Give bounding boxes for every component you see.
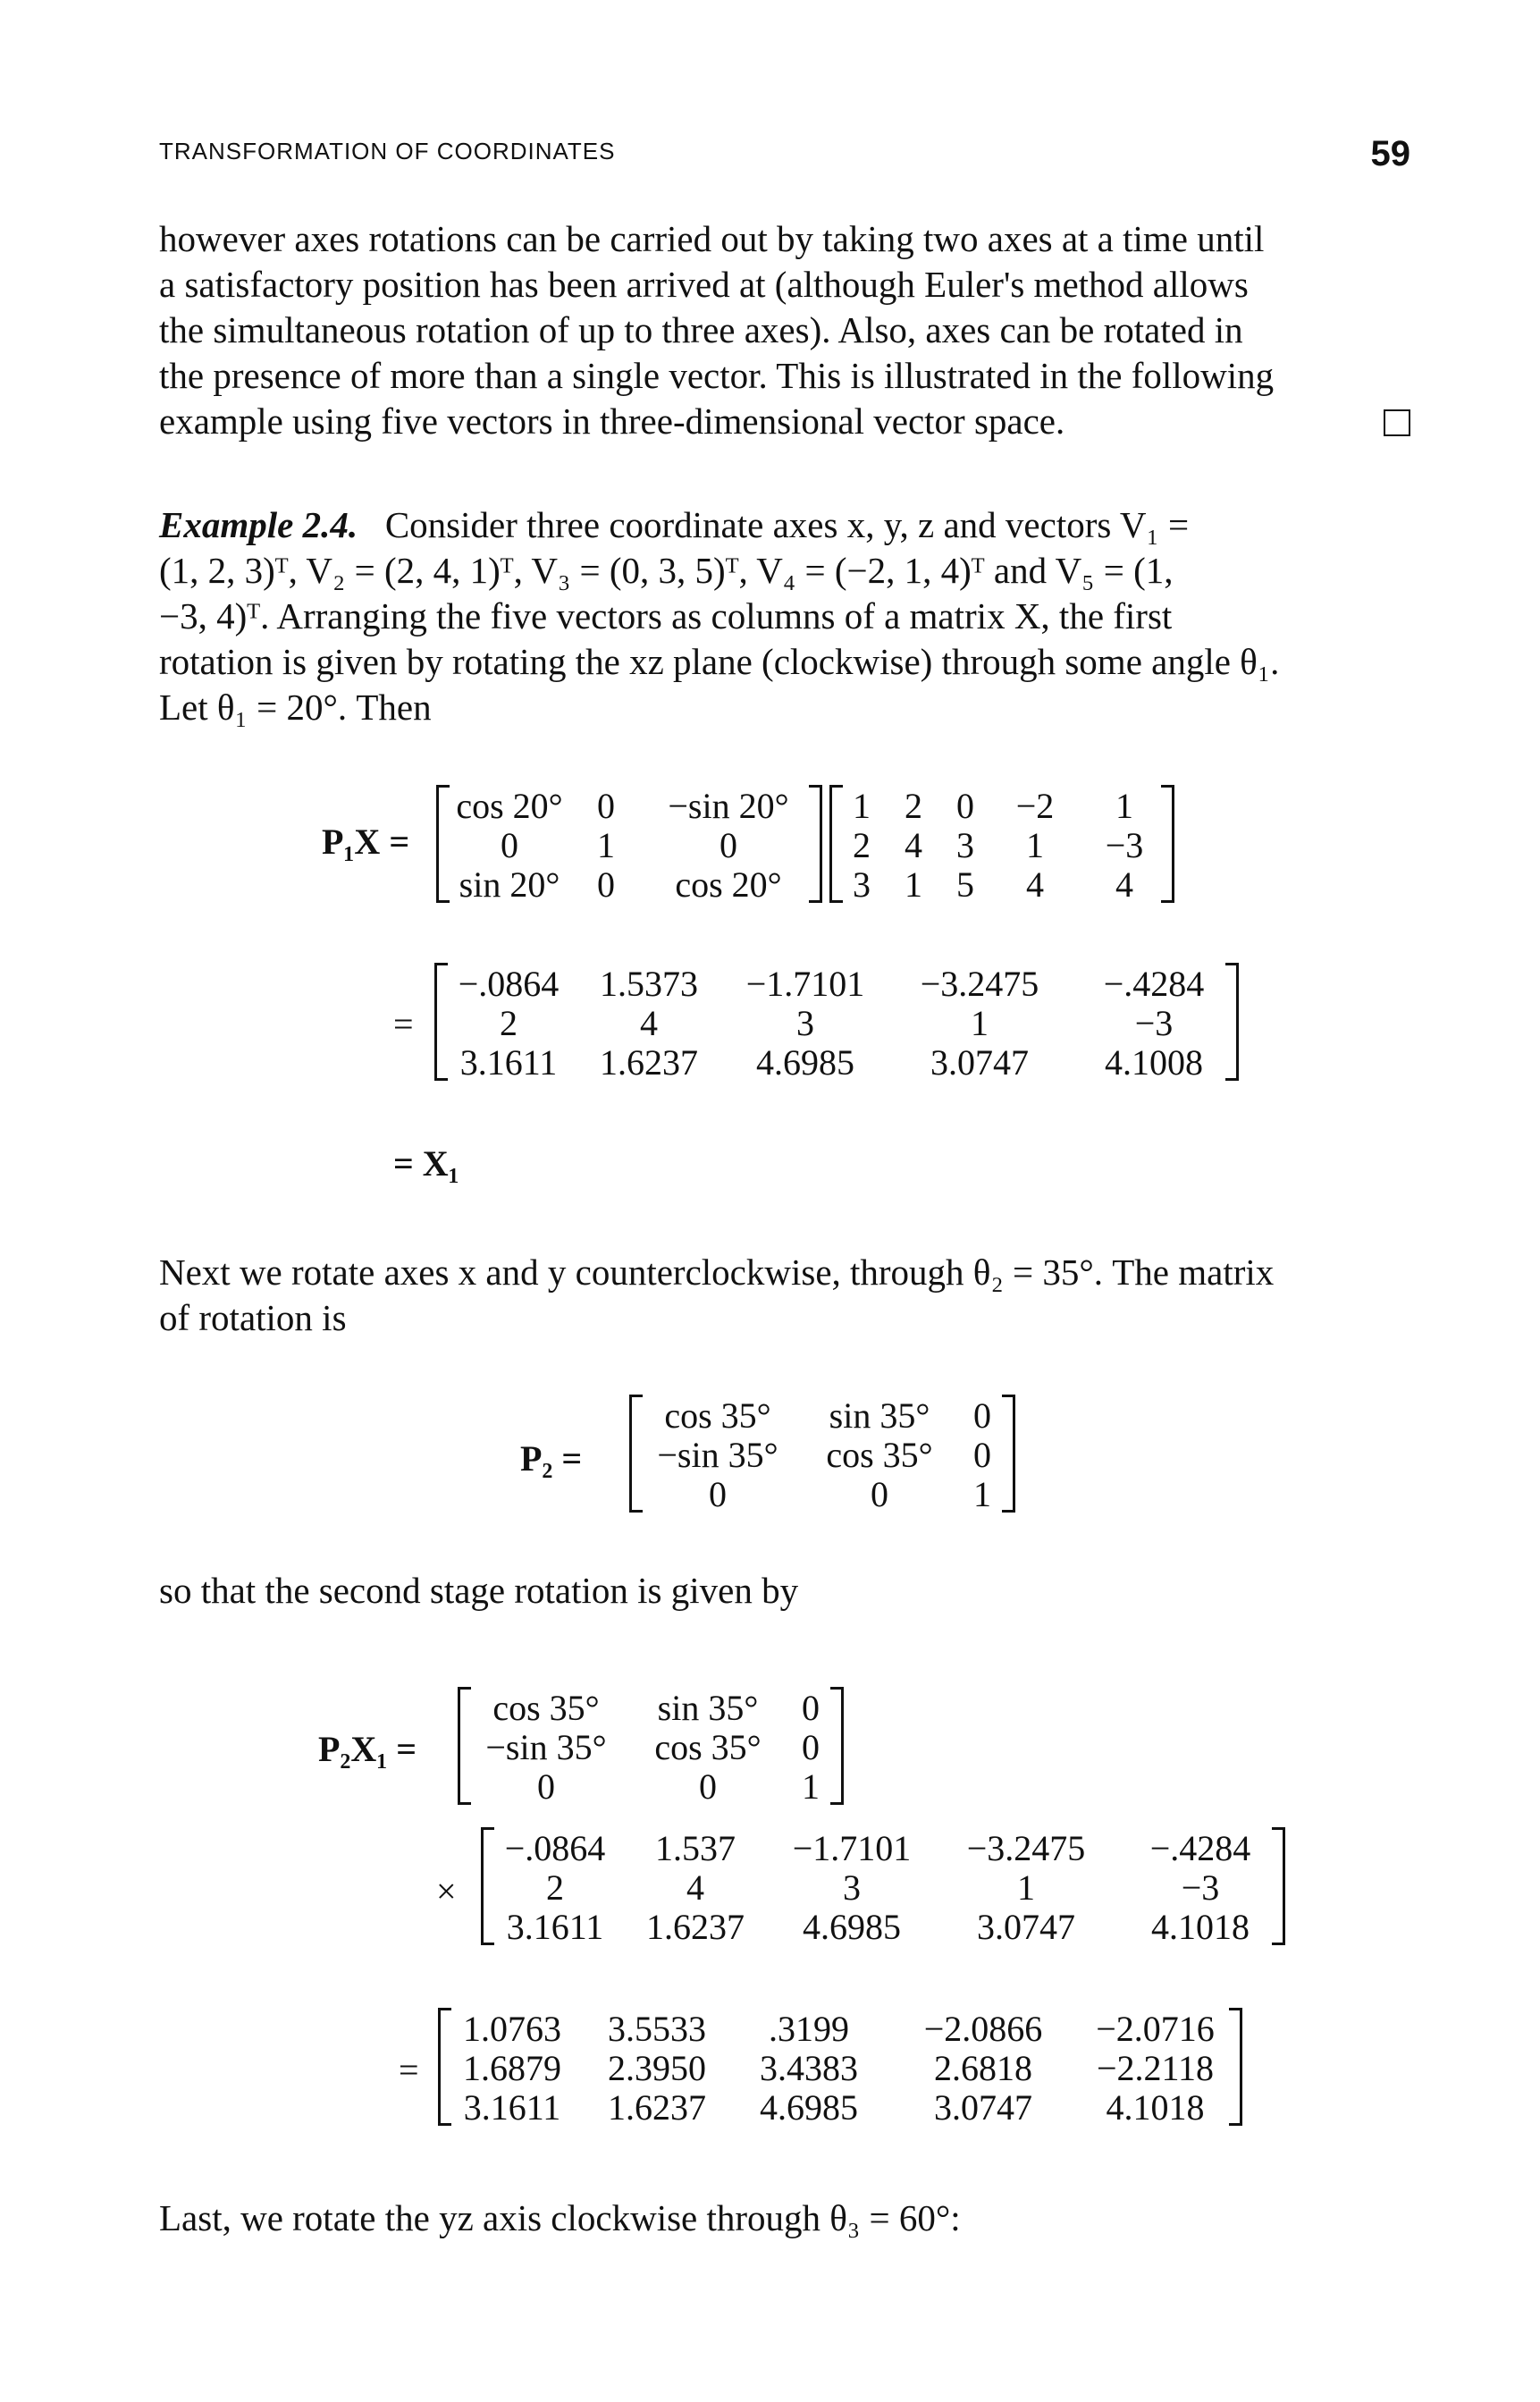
matrix-cell: 1.0763 (463, 2009, 561, 2049)
matrix-cell: −1.7101 (792, 1828, 912, 1868)
matrix-cell: 0 (537, 1766, 555, 1807)
matrix-cell: 0 (720, 825, 737, 865)
example-text: Consider three coordinate axes x, y, z and vectors V₁ = (384, 504, 1190, 545)
matrix-cell: sin 35° (657, 1688, 759, 1728)
matrix-cell: 1 (1017, 1867, 1035, 1908)
bracket-left (829, 785, 843, 903)
matrix-cell: 1.6237 (646, 1907, 745, 1947)
matrix-cell: 3.1611 (459, 1042, 558, 1083)
matrix-cell: 1 (971, 1003, 989, 1043)
matrix-cell: 4.1018 (1151, 1907, 1250, 1947)
example-line-4: rotation is given by rotating the xz plane (clockwise) through some angle θ₁. (159, 641, 1280, 682)
matrix-cell: 3.0747 (977, 1907, 1075, 1947)
example-label: Example 2.4. (159, 504, 358, 545)
eq1-lhs: P₁X = (322, 822, 410, 862)
matrix-cell: 1.6237 (600, 1042, 698, 1083)
matrix-cell: 3.1611 (506, 1907, 604, 1947)
matrix-cell: sin 35° (829, 1395, 930, 1436)
matrix-cell: 0 (802, 1688, 820, 1728)
matrix-cell: 2 (500, 1003, 518, 1043)
matrix-cell: −3 (1134, 1003, 1174, 1043)
example-line-3: −3, 4)ᵀ. Arranging the five vectors as columns of a matrix X, the first (159, 595, 1173, 636)
matrix-p2 (458, 1687, 844, 1805)
bracket-right (1161, 785, 1174, 903)
matrix-cell: 4 (905, 825, 922, 865)
matrix-cell: 3.4383 (760, 2048, 858, 2088)
matrix-cell: cos 20° (675, 864, 782, 905)
matrix-cell: .3199 (769, 2009, 849, 2049)
matrix-cell: 2.3950 (608, 2048, 706, 2088)
matrix-cell: −.0864 (458, 964, 560, 1004)
matrix-cell: −sin 20° (668, 786, 789, 826)
matrix-cell: 1 (905, 864, 922, 905)
matrix-cell: 3 (956, 825, 974, 865)
matrix-cell: 0 (973, 1395, 991, 1436)
next-line-2: of rotation is (159, 1297, 347, 1338)
matrix-cell: 0 (956, 786, 974, 826)
matrix-cell: 4.6985 (803, 1907, 901, 1947)
matrix-cell: 5 (956, 864, 974, 905)
example-line-2: (1, 2, 3)ᵀ, V₂ = (2, 4, 1)ᵀ, V₃ = (0, 3, 5)ᵀ, V₄ = (−2, 1, 4)ᵀ and V₅ = (1, (159, 550, 1174, 591)
intro-line: example using five vectors in three-dimensional vector space. (159, 400, 1065, 442)
matrix-cell: cos 35° (664, 1395, 771, 1436)
matrix-cell: 0 (973, 1435, 991, 1475)
eq2-lhs: P₂ = (520, 1438, 583, 1479)
matrix-cell: 4.6985 (756, 1042, 854, 1083)
matrix-cell: 2.6818 (934, 2048, 1032, 2088)
matrix-cell: 1.537 (655, 1828, 736, 1868)
qed-square-icon (1384, 409, 1410, 436)
matrix-cell: 4 (1026, 864, 1044, 905)
matrix-cell: 2 (905, 786, 922, 826)
matrix-cell: 1 (1026, 825, 1044, 865)
matrix-cell: 1.6237 (608, 2087, 706, 2128)
matrix-cell: sin 20° (459, 864, 560, 905)
matrix-cell: −sin 35° (485, 1727, 607, 1767)
matrix-cell: −.4284 (1149, 1828, 1251, 1868)
matrix-cell: −3.2475 (920, 964, 1039, 1004)
eq3-lhs: P₂X₁ = (318, 1729, 417, 1769)
example-line-1 (159, 502, 1410, 548)
matrix-cell: cos 20° (456, 786, 563, 826)
matrix-cell: −2.0866 (923, 2009, 1043, 2049)
matrix-cell: 4 (1115, 864, 1133, 905)
intro-line: however axes rotations can be carried out by taking two axes at a time until (159, 218, 1265, 259)
matrix-cell: 3 (796, 1003, 814, 1043)
matrix-cell: 0 (597, 786, 615, 826)
matrix-cell: −2 (1015, 786, 1055, 826)
matrix-cell: −3.2475 (966, 1828, 1086, 1868)
matrix-cell: 1 (853, 786, 871, 826)
matrix-cell: 3 (843, 1867, 861, 1908)
matrix-cell: −2.0716 (1096, 2009, 1215, 2049)
matrix-cell: 3.0747 (930, 1042, 1029, 1083)
matrix-cell: 1.5373 (600, 964, 698, 1004)
matrix-cell: cos 35° (826, 1435, 933, 1475)
matrix-x1-result (434, 963, 1239, 1081)
matrix-cell: −2.2118 (1096, 2048, 1215, 2088)
matrix-cell: 2 (853, 825, 871, 865)
matrix-cell: 4.6985 (760, 2087, 858, 2128)
times-sign: × (436, 1871, 457, 1911)
matrix-p2 (629, 1395, 1015, 1513)
matrix-cell: −3 (1181, 1867, 1220, 1908)
so-that-paragraph (159, 1568, 1410, 1614)
matrix-cell: 1 (802, 1766, 820, 1807)
matrix-cell: 3.5533 (608, 2009, 706, 2049)
matrix-cell: 3.1611 (463, 2087, 561, 2128)
intro-last-line (159, 399, 1410, 444)
intro-line: the presence of more than a single vector. This is illustrated in the following (159, 355, 1275, 396)
matrix-cell: −1.7101 (745, 964, 865, 1004)
matrix-cell: 4 (640, 1003, 658, 1043)
matrix-cell: 2 (546, 1867, 564, 1908)
matrix-cell: 0 (709, 1474, 727, 1514)
last-paragraph (159, 2196, 1410, 2241)
matrix-cell: 1 (1115, 786, 1133, 826)
last-line: Last, we rotate the yz axis clockwise through θ₃ = 60°: (159, 2197, 961, 2238)
matrix-cell: cos 35° (654, 1727, 762, 1767)
page-number: 59 (1370, 134, 1410, 173)
matrix-cell: 0 (802, 1727, 820, 1767)
equals-sign: = (399, 2050, 419, 2090)
matrix-cell: 0 (597, 864, 615, 905)
matrix-cell: 0 (871, 1474, 888, 1514)
so-that-line: so that the second stage rotation is given by (159, 1570, 799, 1611)
page-header (159, 134, 1410, 179)
matrix-cell: −3 (1105, 825, 1144, 865)
matrix-cell: 3.0747 (934, 2087, 1032, 2128)
matrix-cell: 4.1018 (1106, 2087, 1205, 2128)
example-paragraph (159, 502, 1410, 730)
running-head: TRANSFORMATION OF COORDINATES (159, 138, 616, 164)
matrix-cell: 4 (686, 1867, 704, 1908)
matrix-cell: 0 (699, 1766, 717, 1807)
matrix-cell: 1 (597, 825, 615, 865)
matrix-cell: 3 (853, 864, 871, 905)
matrix-cell: cos 35° (492, 1688, 600, 1728)
matrix-x1 (481, 1827, 1285, 1945)
matrix-x (829, 785, 1174, 903)
next-paragraph (159, 1250, 1410, 1341)
next-line-1: Next we rotate axes x and y counterclockwise, through θ₂ = 35°. The matrix (159, 1252, 1275, 1293)
matrix-x2-result (438, 2008, 1242, 2126)
matrix-cell: 1.6879 (463, 2048, 561, 2088)
matrix-cell: −sin 35° (657, 1435, 778, 1475)
matrix-cell: −.0864 (504, 1828, 606, 1868)
bracket-left (458, 1687, 471, 1805)
intro-line: the simultaneous rotation of up to three axes). Also, axes can be rotated in (159, 309, 1243, 350)
matrix-cell: 4.1008 (1105, 1042, 1203, 1083)
intro-line: a satisfactory position has been arrived at (although Euler's method allows (159, 264, 1249, 305)
bracket-left (629, 1395, 643, 1513)
matrix-p1 (436, 785, 822, 903)
example-line-5: Let θ₁ = 20°. Then (159, 687, 432, 728)
matrix-cell: −.4284 (1103, 964, 1205, 1004)
matrix-cell: 0 (501, 825, 518, 865)
matrix-cell: 1 (973, 1474, 991, 1514)
equals-sign: = (393, 1004, 414, 1044)
intro-paragraph (159, 216, 1410, 444)
x1-label: = X₁ (393, 1143, 459, 1184)
